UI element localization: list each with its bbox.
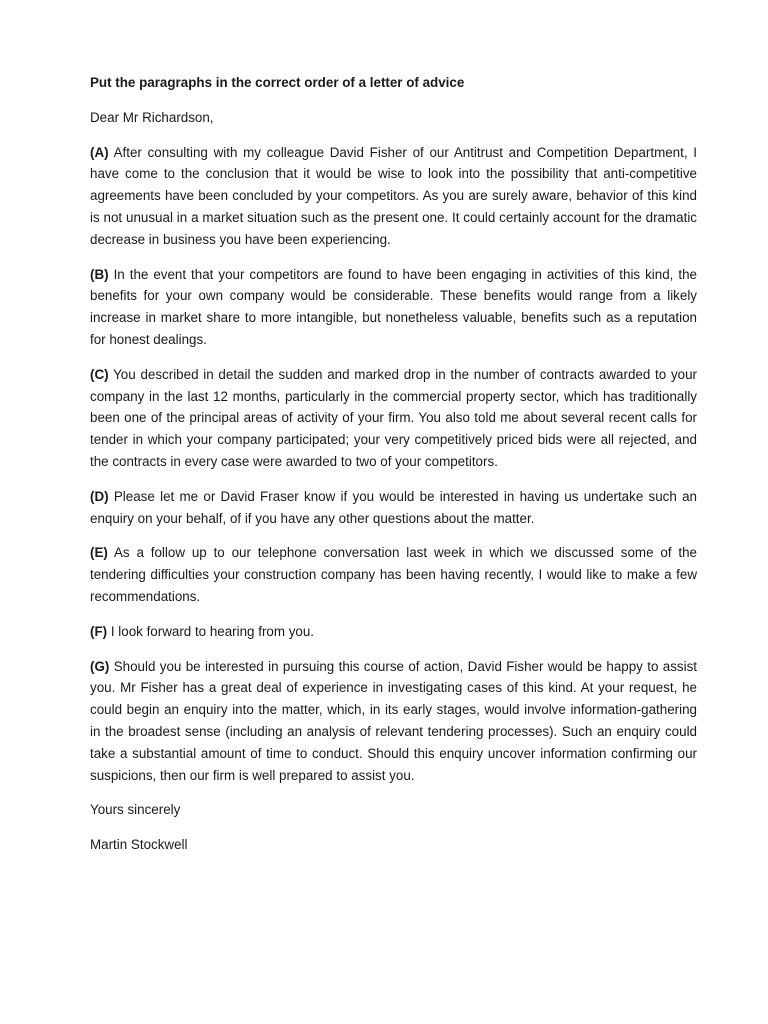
paragraph-text: Please let me or David Fraser know if you would be interested in having us undertake such an enquiry on your behalf, of if you have any other questions about the matter. xyxy=(90,488,697,526)
paragraph-letter: (E) xyxy=(90,545,108,561)
paragraph-f xyxy=(90,621,697,643)
paragraph-b xyxy=(90,264,697,351)
paragraph-letter: (C) xyxy=(90,366,109,382)
paragraph-letter: (D) xyxy=(90,488,109,504)
paragraph-letter: (F) xyxy=(90,623,108,639)
letter-document xyxy=(90,72,697,869)
paragraph-letter: (G) xyxy=(90,658,110,674)
closing: Yours sincerely xyxy=(90,802,181,818)
paragraph-text: After consulting with my colleague David Fisher of our Antitrust and Competition Department, I have come to the conclusion that it would be wise to look into the possibility that anti-competitive agreements have been concluded by your competitors. As you are surely aware, behavior of this kind is not unusual in a market situation such as the present one. It could certainly account for the dramatic decrease in business you have been experiencing. xyxy=(90,144,697,247)
salutation: Dear Mr Richardson, xyxy=(90,109,214,125)
paragraph-e xyxy=(90,542,697,607)
paragraph-text: You described in detail the sudden and marked drop in the number of contracts awarded to your company in the last 12 months, particularly in the commercial property sector, which has traditionally been one of the principal areas of activity of your firm. You also told me about several recent calls for tender in which your company participated; your very competitively priced bids were all rejected, and the contracts in every case were awarded to two of your competitors. xyxy=(90,366,697,469)
paragraph-text: I look forward to hearing from you. xyxy=(110,623,315,639)
signature: Martin Stockwell xyxy=(90,837,188,853)
paragraph-letter: (A) xyxy=(90,144,109,160)
paragraph-text: As a follow up to our telephone conversation last week in which we discussed some of the tendering difficulties your construction company has been having recently, I would like to make a few recommendations. xyxy=(90,545,698,604)
exercise-title: Put the paragraphs in the correct order of a letter of advice xyxy=(90,75,465,90)
paragraph-text: Should you be interested in pursuing this course of action, David Fisher would be happy to assist you. Mr Fisher has a great deal of experience in investigating cases of this kind. At your request, he could begin an enquiry into the matter, which, in its early stages, would involve information-gathering in the broadest sense (including an analysis of relevant tendering processes). Such an enquiry could take a substantial amount of time to conduct. Should this enquiry uncover information confirming our suspicions, then our firm is well prepared to assist you. xyxy=(90,658,697,783)
paragraph-g xyxy=(90,656,697,787)
paragraph-text: In the event that your competitors are found to have been engaging in activities of this kind, the benefits for your own company would be considerable. These benefits would range from a likely increase in market share to more intangible, but nonetheless valuable, benefits such as a reputation for honest dealings. xyxy=(90,266,697,347)
paragraph-d xyxy=(90,486,697,530)
paragraph-a xyxy=(90,142,697,251)
paragraph-c xyxy=(90,364,697,473)
paragraph-letter: (B) xyxy=(90,266,109,282)
